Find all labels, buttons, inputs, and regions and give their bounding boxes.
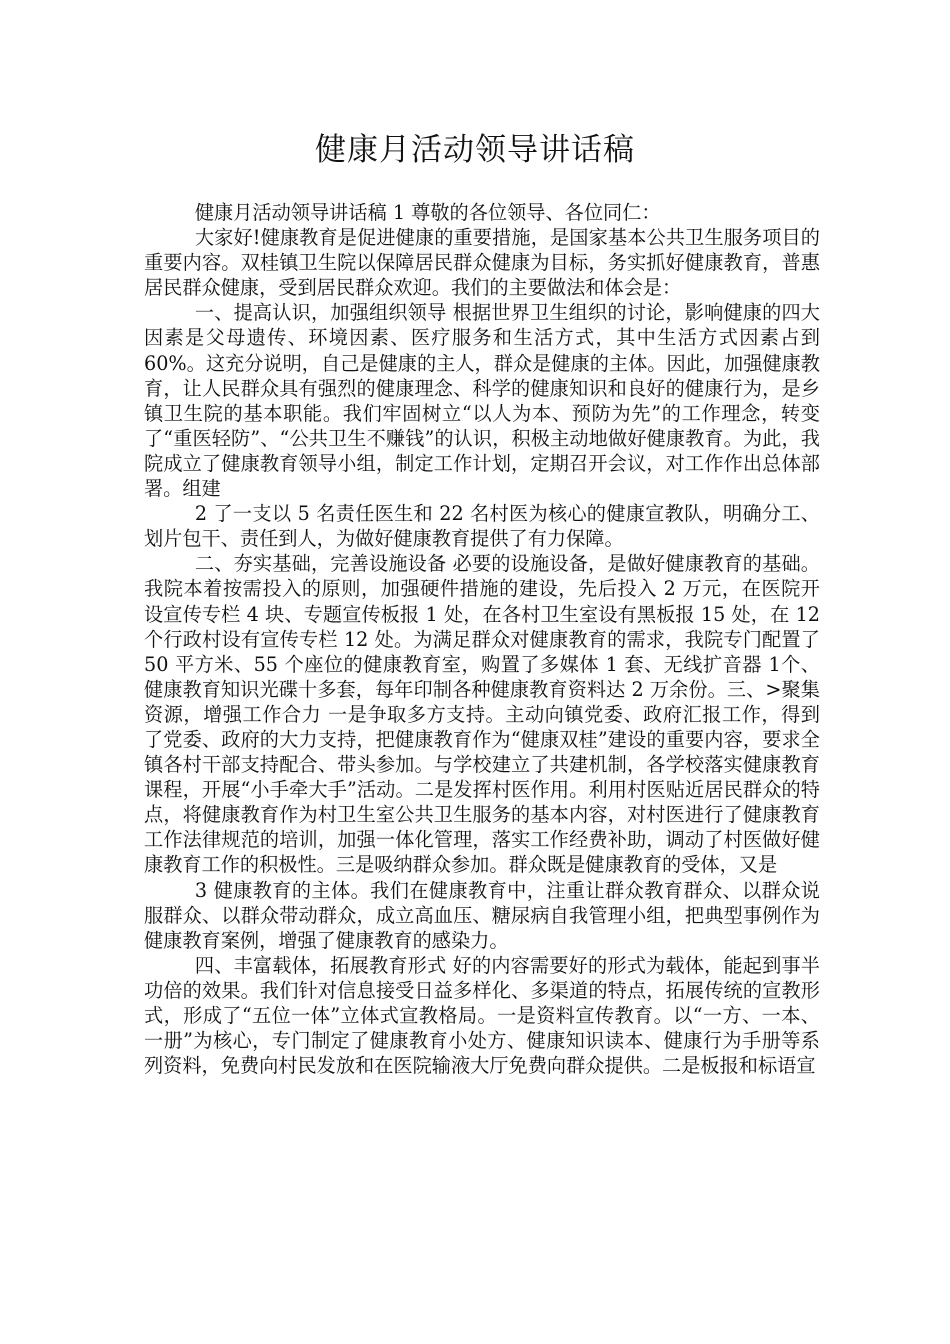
paragraph-page-2-start: 2 了一支以 5 名责任医生和 22 名村医为核心的健康宣教队，明确分工、划片包干、责任到人，为做好健康教育提供了有力保障。 [144,502,820,551]
paragraph-greeting: 大家好!健康教育是促进健康的重要措施，是国家基本公共卫生服务项目的重要内容。双桂镇卫生院以保障居民群众健康为目标，务实抓好健康教育，普惠居民群众健康，受到居民群众欢迎。我们的主要做法和体会是： [144,226,820,300]
paragraph-section-2: 二、夯实基础，完善设施设备 必要的设施设备，是做好健康教育的基础。我院本着按需投入的原则，加强硬件措施的建设，先后投入 2 万元，在医院开设宣传专栏 4 块、专题宣传板报 1 处，在各村卫生室设有黑板报 15 处，在 12 个行政村设有宣传专栏 12 处。为满足群众对健康教育的需求，我院专门配置了 50 平方米、55 个座位的健康教育室，购置了多媒体 1 套、无线扩音器 1个、健康教育知识光碟十多套，每年印制各种健康教育资料达 2 万余份。三、>聚集资源，增强工作合力 一是争取多方支持。主动向镇党委、政府汇报工作，得到了党委、政府的大力支持，把健康教育作为“健康双桂”建设的重要内容，要求全镇各村干部支持配合、带头参加。与学校建立了共建机制，各学校落实健康教育课程，开展“小手牵大手”活动。二是发挥村医作用。利用村医贴近居民群众的特点，将健康教育作为村卫生室公共卫生服务的基本内容，对村医进行了健康教育工作法律规范的培训，加强一体化管理，落实工作经费补助，调动了村医做好健康教育工作的积极性。三是吸纳群众参加。群众既是健康教育的受体，又是 [144,552,820,877]
paragraph-section-4: 四、丰富载体，拓展教育形式 好的内容需要好的形式为载体，能起到事半功倍的效果。我们针对信息接受日益多样化、多渠道的特点，拓展传统的宣教形式，形成了“五位一体”立体式宣教格局。一是资料宣传教育。以“一方、一本、一册”为核心，专门制定了健康教育小处方、健康知识读本、健康行为手册等系列资料，免费向村民发放和在医院输液大厅免费向群众提供。二是板报和标语宣 [144,953,820,1078]
document-body [144,200,820,1078]
paragraph-page-3-start: 3 健康教育的主体。我们在健康教育中，注重让群众教育群众、以群众说服群众、以群众带动群众，成立高血压、糖尿病自我管理小组，把典型事例作为健康教育案例，增强了健康教育的感染力。 [144,878,820,952]
paragraph-intro: 健康月活动领导讲话稿 1 尊敬的各位领导、各位同仁： [194,201,661,224]
paragraph-section-1: 一、提高认识，加强组织领导 根据世界卫生组织的讨论，影响健康的四大因素是父母遗传、环境因素、医疗服务和生活方式，其中生活方式因素占到 60%。这充分说明，自己是健康的主人，群众是健康的主体。因此，加强健康教育，让人民群众具有强烈的健康理念、科学的健康知识和良好的健康行为，是乡镇卫生院的基本职能。我们牢固树立“以人为本、预防为先”的工作理念，转变了“重医轻防”、“公共卫生不赚钱”的认识，积极主动地做好健康教育。为此，我院成立了健康教育领导小组，制定工作计划，定期召开会议，对工作作出总体部署。组建 [144,301,820,501]
document-title: 健康月活动领导讲话稿 [315,132,635,168]
